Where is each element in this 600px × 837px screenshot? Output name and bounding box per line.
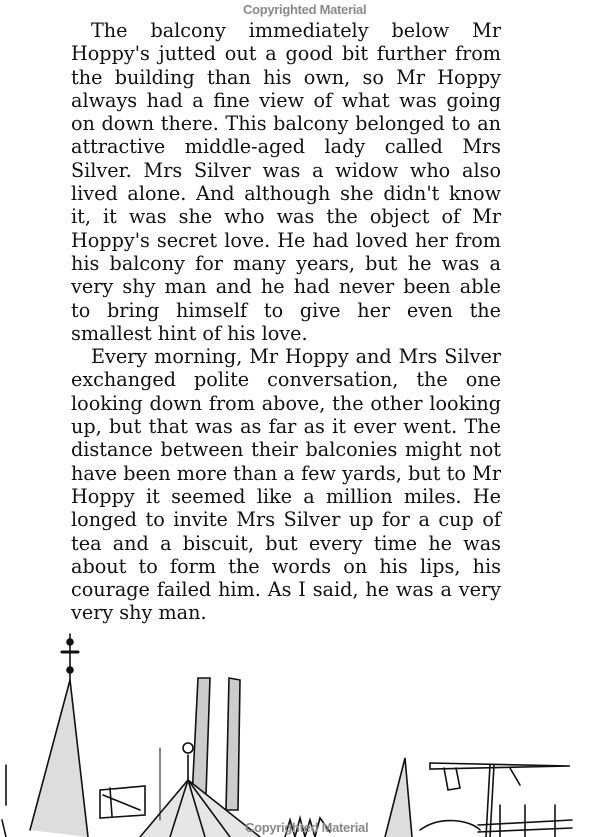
tent-dome: [140, 780, 260, 837]
left-spire: [30, 680, 88, 837]
body-text: [71, 19, 501, 625]
scaffolding: [420, 821, 480, 830]
watermark-top: Copyrighted Material: [243, 2, 367, 17]
left-building: [100, 786, 145, 818]
crane: [430, 763, 570, 769]
watermark-bottom: Copyrighted Material: [245, 820, 369, 835]
chimney-left: [192, 678, 210, 798]
chimney-right: [226, 678, 240, 810]
city-skyline-illustration: [0, 620, 600, 837]
paragraph-2: Every morning, Mr Hoppy and Mrs Silver exchanged polite conversation, the one looking down from above, the other looking up, but that was as far as it ever went. The distance between their balconies might not have been more than a few yards, but to Mr Hoppy it seemed like a million miles. He longed to invite Mrs Silver up for a cup of tea and a biscuit, but every time he was about to form the words on his lips, his courage failed him. As I said, he was a very very shy man.: [71, 345, 501, 625]
paragraph-1: The balcony immediately below Mr Hoppy's jutted out a good bit further from the building than his own, so Mr Hoppy always had a fine view of what was going on down there. This balcony belonged to an attractive middle-aged lady called Mrs Silver. Mrs Silver was a widow who also lived alone. And although she didn't know it, it was she who was the object of Mr Hoppy's secret love. He had loved her from his balcony for many years, but he was a very shy man and he had never been able to bring himself to give her even the smallest hint of his love.: [71, 19, 501, 345]
right-spire: [385, 758, 412, 837]
